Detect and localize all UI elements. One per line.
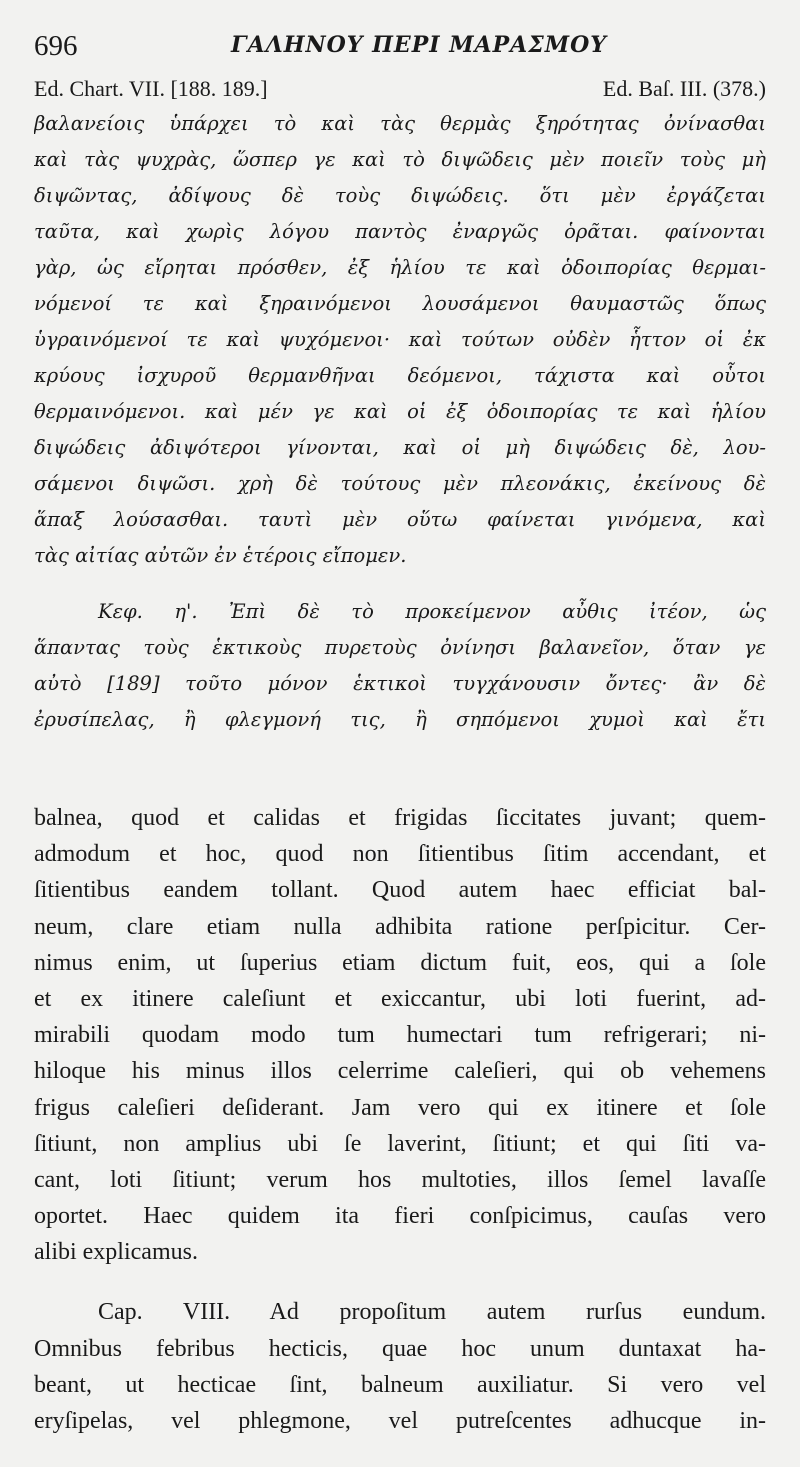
latin-paragraph-2 bbox=[34, 1294, 766, 1439]
latin-line: cant, loti ſitiunt; verum hos multoties, illos ſemel lavaſſe bbox=[34, 1166, 766, 1193]
latin-line: mirabili quodam modo tum humectari tum refrigerari; ni- bbox=[34, 1022, 766, 1049]
paragraph-gap bbox=[34, 1270, 766, 1294]
greek-line: αὐτὸ [189] τοῦτο μόνον ἑκτικοὶ τυγχάνουσιν ὄντες· ἂν δὲ bbox=[34, 672, 766, 695]
latin-line: ſitientibus eandem tollant. Quod autem haec efficiat bal- bbox=[34, 877, 766, 904]
greek-line: ἅπαξ λούσασθαι. ταυτὶ μὲν οὕτω φαίνεται γινόμενα, καὶ bbox=[34, 508, 766, 531]
latin-paragraph-1 bbox=[34, 800, 766, 1270]
greek-line: ταῦτα, καὶ χωρὶς λόγου παντὸς ἐναργῶς ὁρᾶται. φαίνονται bbox=[34, 220, 766, 243]
greek-line: διψώδεις ἀδιψότεροι γίνονται, καὶ οἱ μὴ διψώδεις δὲ, λου- bbox=[34, 436, 766, 459]
greek-line: γὰρ, ὡς εἴρηται πρόσθεν, ἐξ ἡλίου τε καὶ ὁδοιπορίας θερμαι- bbox=[34, 256, 766, 279]
greek-chapter-heading-line: Κεφ. η'. Ἐπὶ δὲ τὸ προκείμενον αὖθις ἰτέον, ὡς bbox=[98, 600, 766, 623]
page-number: 696 bbox=[34, 30, 78, 62]
greek-text bbox=[34, 106, 766, 738]
latin-line: hiloque his minus illos celerrime caleſieri, qui ob vehemens bbox=[34, 1058, 766, 1085]
edition-chartier-reference: Ed. Chart. VII. [188. 189.] bbox=[34, 76, 268, 101]
latin-line: admodum et hoc, quod non ſitientibus ſitim accendant, et bbox=[34, 841, 766, 868]
paragraph-gap bbox=[34, 574, 766, 594]
greek-line: ὑγραινόμενοί τε καὶ ψυχόμενοι· καὶ τούτων οὐδὲν ἧττον οἱ ἐκ bbox=[34, 328, 766, 351]
latin-line: nimus enim, ut ſuperius etiam dictum fuit, eos, qui a ſole bbox=[34, 949, 766, 976]
greek-line: καὶ τὰς ψυχρὰς, ὥσπερ γε καὶ τὸ διψῶδεις μὲν ποιεῖν τοὺς μὴ bbox=[34, 148, 766, 171]
greek-line: σάμενοι διψῶσι. χρὴ δὲ τούτους μὲν πλεονάκις, ἐκείνους δὲ bbox=[34, 472, 766, 495]
latin-chapter-heading-line: Cap. VIII. Ad propoſitum autem rurſus eundum. bbox=[98, 1299, 766, 1326]
greek-line: κρύους ἰσχυροῦ θερμανθῆναι δεόμενοι, τάχιστα καὶ οὗτοι bbox=[34, 364, 766, 387]
latin-line: oportet. Haec quidem ita fieri conſpicimus, cauſas vero bbox=[34, 1203, 766, 1230]
greek-line: θερμαινόμενοι. καὶ μέν γε καὶ οἱ ἐξ ὁδοιπορίας τε καὶ ἡλίου bbox=[34, 400, 766, 423]
latin-line: ſitiunt, non amplius ubi ſe laverint, ſitiunt; et qui ſiti va- bbox=[34, 1130, 766, 1157]
latin-line: beant, ut hecticae ſint, balneum auxiliatur. Si vero vel bbox=[34, 1371, 766, 1398]
latin-line: eryſipelas, vel phlegmone, vel putreſcentes adhucque in- bbox=[34, 1408, 766, 1434]
latin-line: Omnibus febribus hecticis, quae hoc unum duntaxat ha- bbox=[34, 1335, 766, 1362]
greek-line: βαλανείοις ὑπάρχει τὸ καὶ τὰς θερμὰς ξηρότητας ὀνίνασθαι bbox=[34, 112, 766, 135]
greek-line: ἐρυσίπελας, ἢ φλεγμονή τις, ἢ σηπόμενοι χυμοὶ καὶ ἔτι bbox=[34, 708, 766, 731]
latin-line: neum, clare etiam nulla adhibita ratione perſpicitur. Cer- bbox=[34, 913, 766, 940]
latin-line: balnea, quod et calidas et frigidas ſiccitates juvant; quem- bbox=[34, 805, 766, 831]
latin-text bbox=[34, 800, 766, 1439]
edition-basel-reference: Ed. Baſ. III. (378.) bbox=[602, 76, 766, 101]
edition-references bbox=[34, 76, 766, 106]
greek-line: νόμενοί τε καὶ ξηραινόμενοι λουσάμενοι θαυμαστῶς ὅπως bbox=[34, 292, 766, 315]
greek-line: τὰς αἰτίας αὐτῶν ἐν ἑτέροις εἴπομεν. bbox=[34, 544, 407, 567]
running-title: ΓΑΛΗΝΟΥ ΠΕΡΙ ΜΑΡΑΣΜΟΥ bbox=[230, 32, 608, 58]
page-header bbox=[34, 28, 770, 64]
latin-line: alibi explicamus. bbox=[34, 1239, 198, 1266]
latin-line: et ex itinere caleſiunt et exiccantur, ubi loti fuerint, ad- bbox=[34, 985, 766, 1012]
greek-paragraph-2 bbox=[34, 594, 766, 738]
greek-line: ἅπαντας τοὺς ἑκτικοὺς πυρετοὺς ὀνίνησι βαλανεῖον, ὅταν γε bbox=[34, 636, 766, 659]
greek-paragraph-1 bbox=[34, 106, 766, 574]
greek-line: διψῶντας, ἀδίψους δὲ τοὺς διψώδεις. ὅτι μὲν ἐργάζεται bbox=[34, 184, 766, 207]
latin-line: frigus caleſieri deſiderant. Jam vero qui ex itinere et ſole bbox=[34, 1094, 766, 1121]
